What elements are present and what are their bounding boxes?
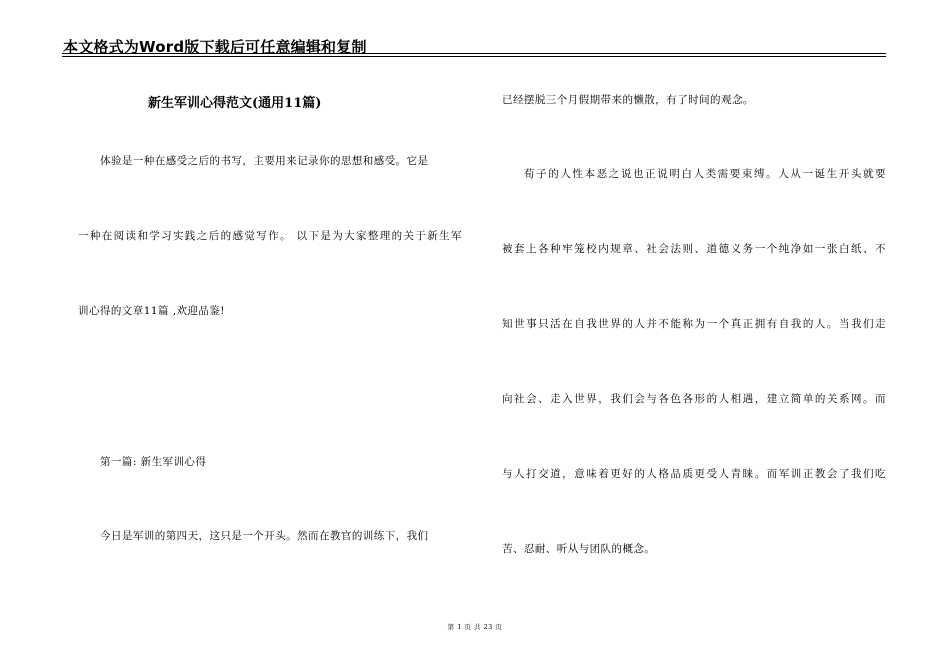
left-paragraph-line-3: 训心得的文章11篇 ,欢迎品鉴!	[78, 305, 225, 317]
document-title: 新生军训心得范文(通用11篇)	[148, 96, 322, 111]
right-paragraph-line-3: 被套上各种牢笼校内规章、社会法则、道德义务一个纯净如一张白纸、不	[502, 243, 886, 255]
page-number-footer: 第 1 页 共 23 页	[447, 623, 503, 631]
right-paragraph-line-7: 苦、忍耐、听从与团队的概念。	[502, 543, 656, 555]
right-paragraph-line-2: 荀子的人性本恶之说也正说明白人类需要束缚。人从一诞生开头就要	[524, 168, 886, 180]
right-paragraph-line-6: 与人打交道，意味着更好的人格品质更受人青睐。而军训正教会了我们吃	[502, 468, 886, 480]
header-rule-top	[62, 53, 886, 54]
section-heading-first: 第一篇: 新生军训心得	[100, 456, 207, 468]
left-paragraph-line-5: 今日是军训的第四天，这只是一个开头。然而在教官的训练下，我们	[100, 530, 429, 542]
left-paragraph-line-1: 体验是一种在感受之后的书写，主要用来记录你的思想和感受。它是	[100, 155, 429, 167]
header-rule-bottom	[62, 56, 886, 57]
right-paragraph-line-1: 已经摆脱三个月假期带来的懒散，有了时间的观念。	[502, 94, 754, 106]
right-paragraph-line-4: 知世事只活在自我世界的人并不能称为一个真正拥有自我的人。当我们走	[502, 318, 886, 330]
left-paragraph-line-2: 一种在阅读和学习实践之后的感觉写作。 以下是为大家整理的关于新生军	[78, 230, 462, 242]
right-paragraph-line-5: 向社会、走入世界，我们会与各色各形的人相遇，建立简单的关系网。而	[502, 393, 886, 405]
document-header-banner: 本文格式为Word版下载后可任意编辑和复制	[63, 38, 367, 56]
